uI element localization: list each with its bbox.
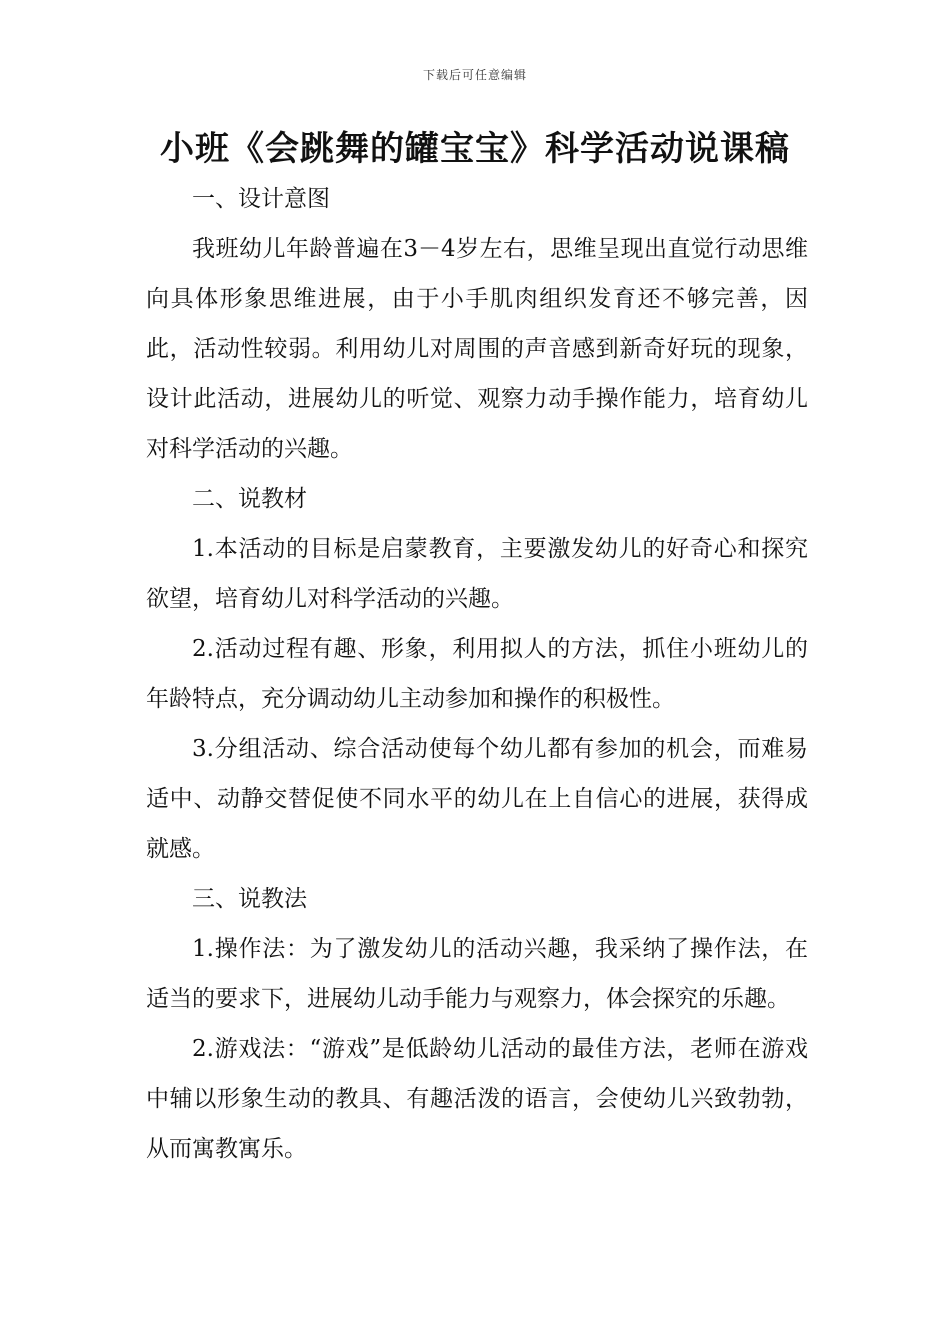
paragraph-method-point-2: 2.游戏法：“游戏”是低龄幼儿活动的最佳方法，老师在游戏中辅以形象生动的教具、有趣活泼的语言，会使幼儿兴致勃勃，从而寓教寓乐。: [146, 1036, 808, 1162]
paragraph-design-intent: 我班幼儿年龄普遍在3－4岁左右，思维呈现出直觉行动思维向具体形象思维进展，由于小手肌肉组织发育还不够完善，因此，活动性较弱。利用幼儿对周围的声音感到新奇好玩的现象，设计此活动，进展幼儿的听觉、观察力动手操作能力，培育幼儿对科学活动的兴趣。: [146, 236, 808, 462]
document-body: [146, 174, 808, 1174]
paragraph-material-point-2: 2.活动过程有趣、形象，利用拟人的方法，抓住小班幼儿的年龄特点，充分调动幼儿主动参加和操作的积极性。: [146, 636, 808, 712]
section-heading-teaching-material: 二、说教材: [192, 486, 307, 512]
section-heading-design-intent: 一、设计意图: [192, 186, 330, 212]
paragraph-material-point-1: 1.本活动的目标是启蒙教育，主要激发幼儿的好奇心和探究欲望，培育幼儿对科学活动的兴趣。: [146, 536, 808, 612]
document-title: 小班《会跳舞的罐宝宝》科学活动说课稿: [160, 129, 790, 169]
page-header-note: 下载后可任意编辑: [422, 68, 527, 82]
paragraph-material-point-3: 3.分组活动、综合活动使每个幼儿都有参加的机会，而难易适中、动静交替促使不同水平的幼儿在上自信心的进展，获得成就感。: [146, 736, 808, 862]
paragraph-method-point-1: 1.操作法：为了激发幼儿的活动兴趣，我采纳了操作法，在适当的要求下，进展幼儿动手能力与观察力，体会探究的乐趣。: [146, 936, 808, 1012]
section-heading-teaching-method: 三、说教法: [192, 886, 307, 912]
